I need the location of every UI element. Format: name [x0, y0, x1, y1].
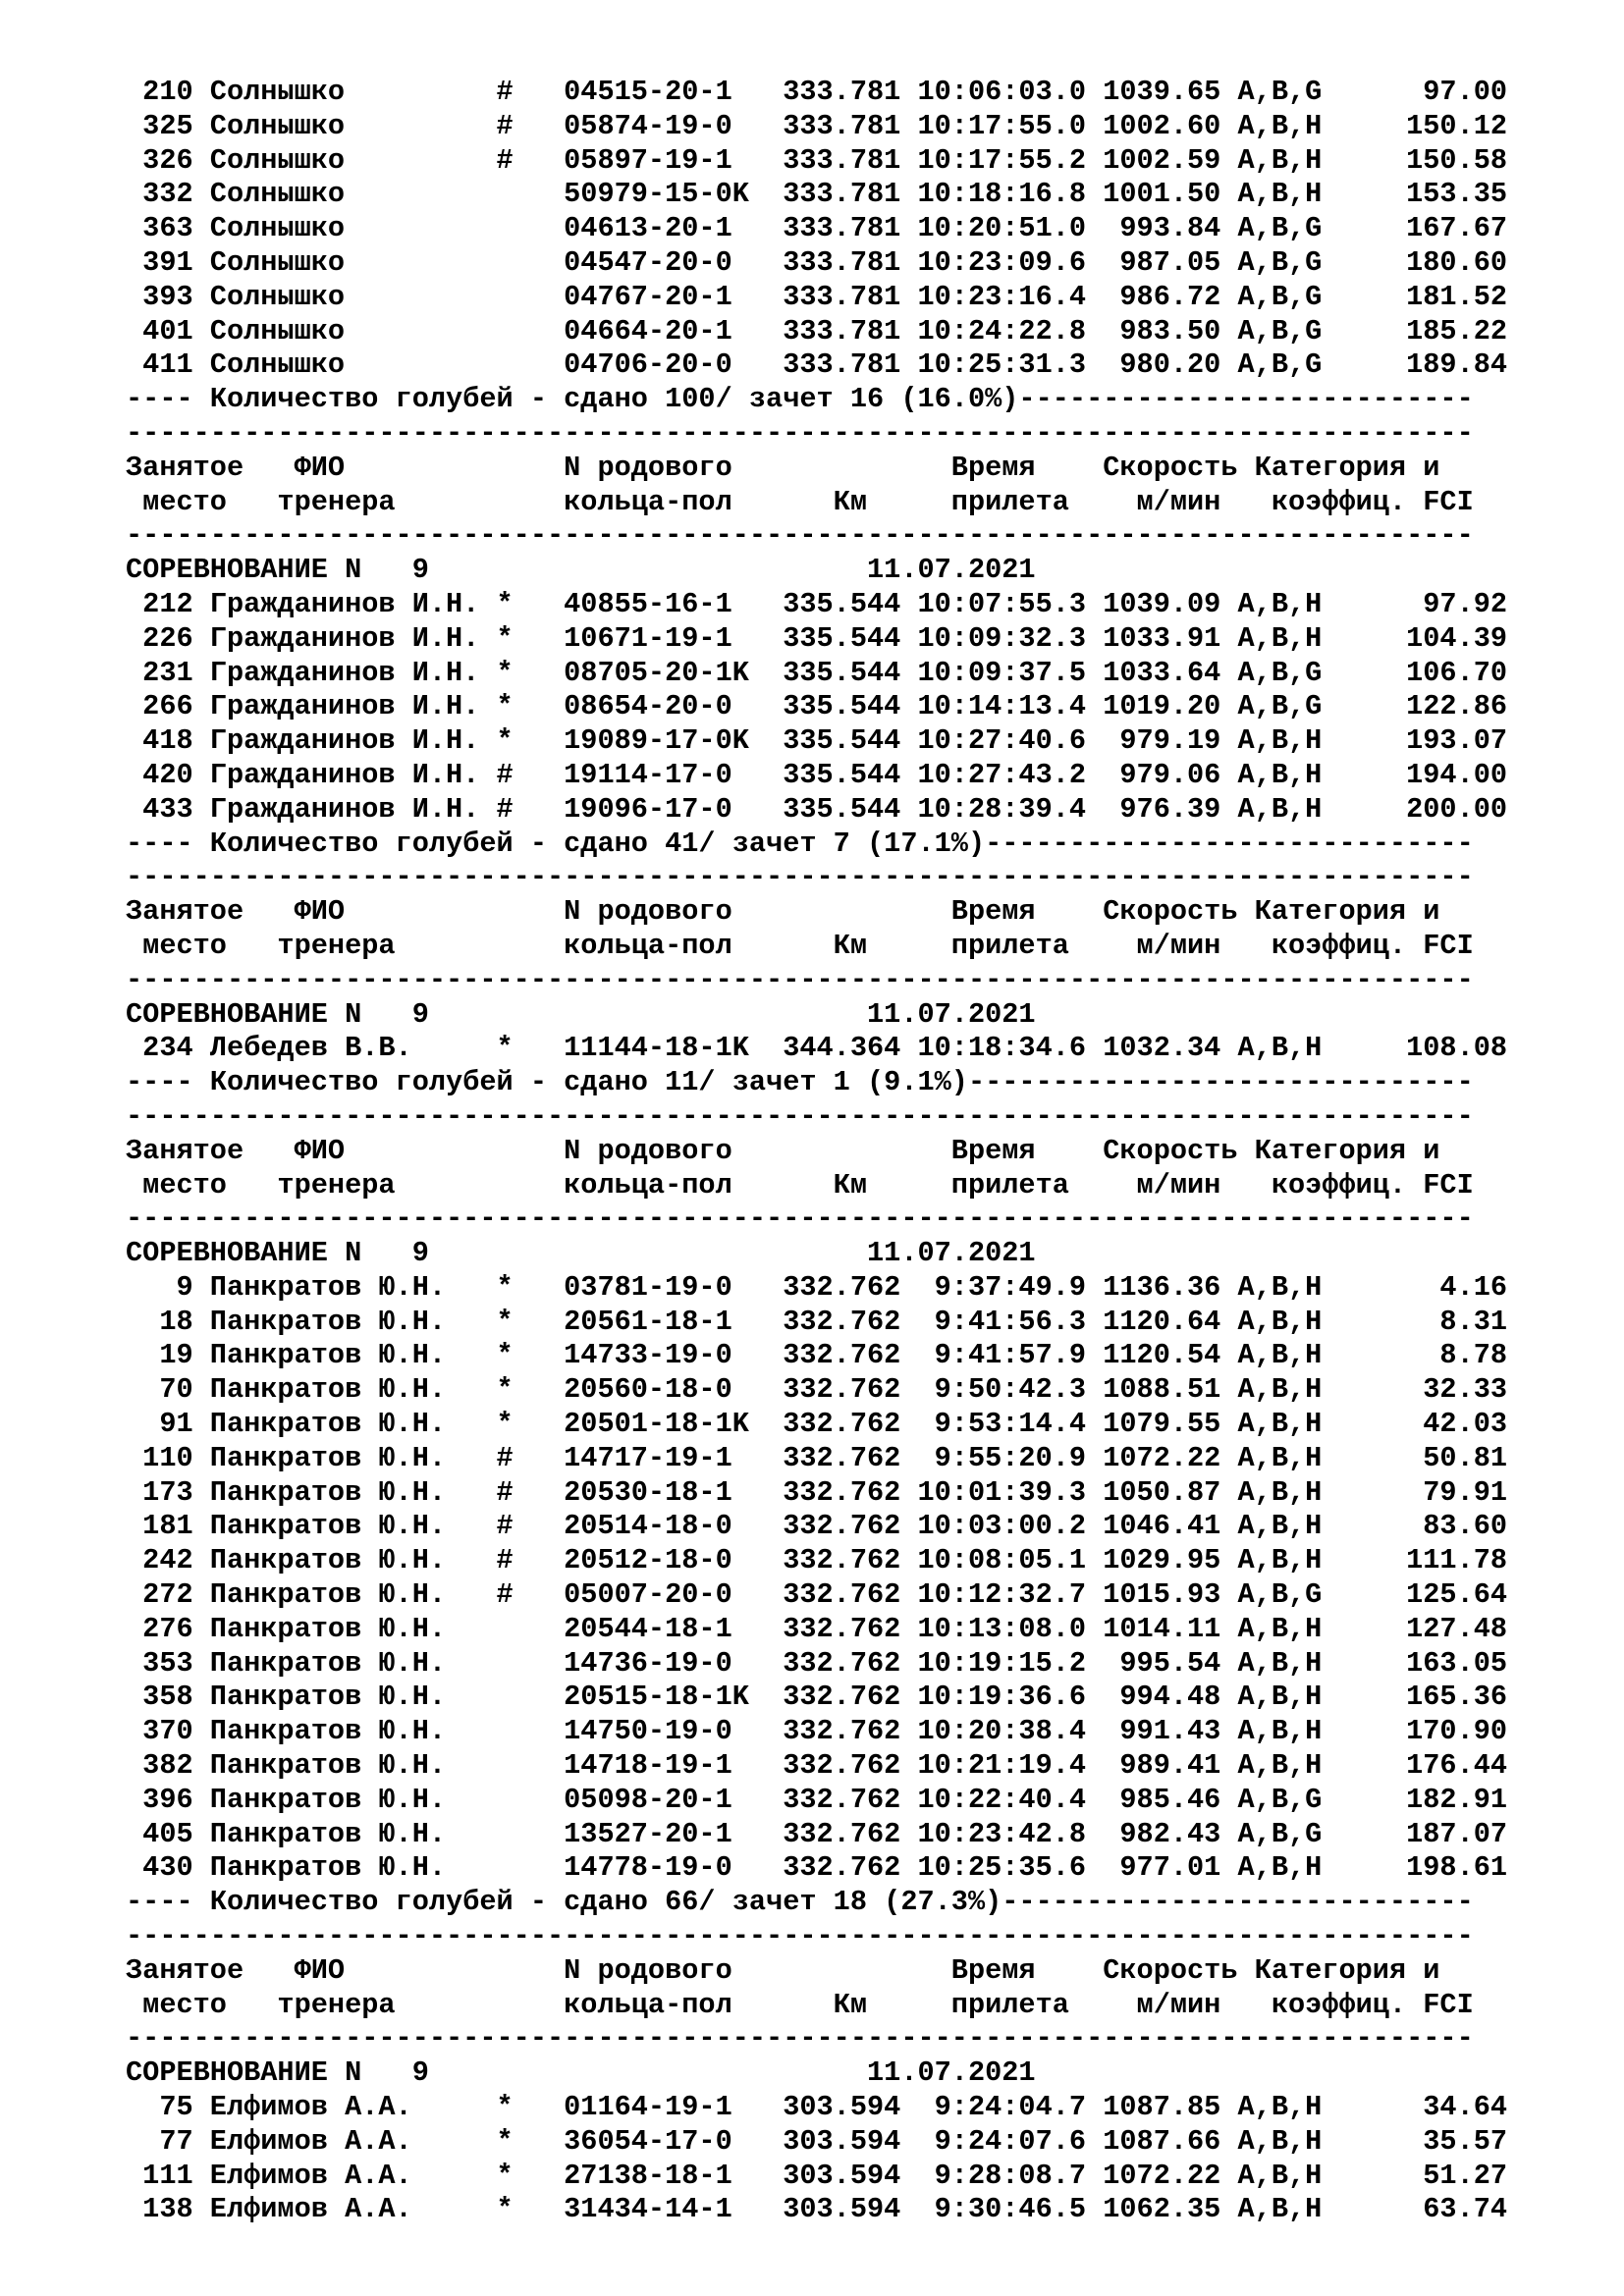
result-row: 75 Елфимов А.А. * 01164-19-1 303.594 9:24:04.7 1087.85 A,B,H 34.64: [126, 2091, 1508, 2124]
result-row: 18 Панкратов Ю.Н. * 20561-18-1 332.762 9:41:56.3 1120.64 A,B,H 8.31: [126, 1305, 1508, 1338]
pigeon-count-summary: ---- Количество голубей - сдано 41/ зачет 7 (17.1%)-----------------------------: [126, 827, 1474, 860]
result-row: 393 Солнышко 04767-20-1 333.781 10:23:16.4 986.72 A,B,G 181.52: [126, 280, 1508, 313]
result-row: 110 Панкратов Ю.Н. # 14717-19-1 332.762 9:55:20.9 1072.22 A,B,H 50.81: [126, 1441, 1508, 1474]
pigeon-count-summary: ---- Количество голубей - сдано 100/ зачет 16 (16.0%)---------------------------: [126, 383, 1474, 416]
result-row: 272 Панкратов Ю.Н. # 05007-20-0 332.762 10:12:32.7 1015.93 A,B,G 125.64: [126, 1578, 1508, 1612]
result-row: 9 Панкратов Ю.Н. * 03781-19-0 332.762 9:37:49.9 1136.36 A,B,H 4.16: [126, 1270, 1508, 1304]
competition-title: СОРЕВНОВАНИЕ N 9 11.07.2021: [126, 997, 1036, 1031]
pigeon-count-summary: ---- Количество голубей - сдано 66/ зачет 18 (27.3%)----------------------------: [126, 1886, 1474, 1919]
column-header-row: место тренера кольца-пол Км прилета м/мин коэффиц. FCI: [126, 1168, 1474, 1201]
result-row: 370 Панкратов Ю.Н. 14750-19-0 332.762 10:20:38.4 991.43 A,B,H 170.90: [126, 1715, 1508, 1748]
result-row: 353 Панкратов Ю.Н. 14736-19-0 332.762 10:19:15.2 995.54 A,B,H 163.05: [126, 1646, 1508, 1680]
result-row: 276 Панкратов Ю.Н. 20544-18-1 332.762 10:13:08.0 1014.11 A,B,H 127.48: [126, 1612, 1508, 1645]
competition-title: СОРЕВНОВАНИЕ N 9 11.07.2021: [126, 2056, 1036, 2090]
result-row: 226 Гражданинов И.Н. * 10671-19-1 335.544 10:09:32.3 1033.91 A,B,H 104.39: [126, 621, 1508, 655]
result-row: 111 Елфимов А.А. * 27138-18-1 303.594 9:28:08.7 1072.22 A,B,H 51.27: [126, 2159, 1508, 2192]
result-row: 181 Панкратов Ю.Н. # 20514-18-0 332.762 10:03:00.2 1046.41 A,B,H 83.60: [126, 1510, 1508, 1543]
result-row: 430 Панкратов Ю.Н. 14778-19-0 332.762 10:25:35.6 977.01 A,B,H 198.61: [126, 1851, 1508, 1885]
result-row: 266 Гражданинов И.Н. * 08654-20-0 335.544 10:14:13.4 1019.20 A,B,G 122.86: [126, 690, 1508, 723]
column-header-row: место тренера кольца-пол Км прилета м/мин коэффиц. FCI: [126, 485, 1474, 518]
result-row: 418 Гражданинов И.Н. * 19089-17-0K 335.544 10:27:40.6 979.19 A,B,H 193.07: [126, 724, 1508, 758]
divider-line: --------------------------------------------------------------------------------: [126, 861, 1474, 894]
result-row: 242 Панкратов Ю.Н. # 20512-18-0 332.762 10:08:05.1 1029.95 A,B,H 111.78: [126, 1544, 1508, 1577]
result-row: 401 Солнышко 04664-20-1 333.781 10:24:22.8 983.50 A,B,G 185.22: [126, 314, 1508, 347]
result-row: 231 Гражданинов И.Н. * 08705-20-1K 335.544 10:09:37.5 1033.64 A,B,G 106.70: [126, 656, 1508, 689]
divider-line: --------------------------------------------------------------------------------: [126, 1099, 1474, 1133]
result-row: 326 Солнышко # 05897-19-1 333.781 10:17:55.2 1002.59 A,B,H 150.58: [126, 143, 1508, 177]
result-row: 91 Панкратов Ю.Н. * 20501-18-1K 332.762 9:53:14.4 1079.55 A,B,H 42.03: [126, 1408, 1508, 1441]
divider-line: --------------------------------------------------------------------------------: [126, 1920, 1474, 1953]
result-row: 173 Панкратов Ю.Н. # 20530-18-1 332.762 10:01:39.3 1050.87 A,B,H 79.91: [126, 1475, 1508, 1509]
column-header-row: место тренера кольца-пол Км прилета м/мин коэффиц. FCI: [126, 929, 1474, 962]
result-row: 433 Гражданинов И.Н. # 19096-17-0 335.544 10:28:39.4 976.39 A,B,H 200.00: [126, 792, 1508, 826]
column-header-row: Занятое ФИО N родового Время Скорость Категория и: [126, 1134, 1440, 1167]
result-row: 19 Панкратов Ю.Н. * 14733-19-0 332.762 9:41:57.9 1120.54 A,B,H 8.78: [126, 1339, 1508, 1372]
result-row: 396 Панкратов Ю.Н. 05098-20-1 332.762 10:22:40.4 985.46 A,B,G 182.91: [126, 1783, 1508, 1816]
divider-line: --------------------------------------------------------------------------------: [126, 416, 1474, 450]
column-header-row: Занятое ФИО N родового Время Скорость Категория и: [126, 1953, 1440, 1987]
race-results-report: [126, 76, 1598, 2227]
result-row: 70 Панкратов Ю.Н. * 20560-18-0 332.762 9:50:42.3 1088.51 A,B,H 32.33: [126, 1373, 1508, 1407]
result-row: 420 Гражданинов И.Н. # 19114-17-0 335.544 10:27:43.2 979.06 A,B,H 194.00: [126, 758, 1508, 791]
result-row: 77 Елфимов А.А. * 36054-17-0 303.594 9:24:07.6 1087.66 A,B,H 35.57: [126, 2124, 1508, 2158]
divider-line: --------------------------------------------------------------------------------: [126, 2022, 1474, 2056]
result-row: 212 Гражданинов И.Н. * 40855-16-1 335.544 10:07:55.3 1039.09 A,B,H 97.92: [126, 587, 1508, 620]
competition-title: СОРЕВНОВАНИЕ N 9 11.07.2021: [126, 1237, 1036, 1270]
result-row: 382 Панкратов Ю.Н. 14718-19-1 332.762 10:21:19.4 989.41 A,B,H 176.44: [126, 1749, 1508, 1783]
pigeon-count-summary: ---- Количество голубей - сдано 11/ зачет 1 (9.1%)------------------------------: [126, 1066, 1474, 1099]
result-row: 138 Елфимов А.А. * 31434-14-1 303.594 9:30:46.5 1062.35 A,B,H 63.74: [126, 2193, 1508, 2226]
result-row: 234 Лебедев В.В. * 11144-18-1K 344.364 10:18:34.6 1032.34 A,B,H 108.08: [126, 1032, 1508, 1065]
column-header-row: место тренера кольца-пол Км прилета м/мин коэффиц. FCI: [126, 1988, 1474, 2021]
competition-title: СОРЕВНОВАНИЕ N 9 11.07.2021: [126, 554, 1036, 587]
divider-line: --------------------------------------------------------------------------------: [126, 519, 1474, 553]
result-row: 358 Панкратов Ю.Н. 20515-18-1K 332.762 10:19:36.6 994.48 A,B,H 165.36: [126, 1681, 1508, 1714]
result-row: 411 Солнышко 04706-20-0 333.781 10:25:31.3 980.20 A,B,G 189.84: [126, 348, 1508, 382]
divider-line: --------------------------------------------------------------------------------: [126, 963, 1474, 996]
divider-line: --------------------------------------------------------------------------------: [126, 1202, 1474, 1236]
result-row: 325 Солнышко # 05874-19-0 333.781 10:17:55.0 1002.60 A,B,H 150.12: [126, 109, 1508, 142]
result-row: 391 Солнышко 04547-20-0 333.781 10:23:09.6 987.05 A,B,G 180.60: [126, 245, 1508, 279]
column-header-row: Занятое ФИО N родового Время Скорость Категория и: [126, 895, 1440, 929]
result-row: 363 Солнышко 04613-20-1 333.781 10:20:51.0 993.84 A,B,G 167.67: [126, 212, 1508, 245]
result-row: 210 Солнышко # 04515-20-1 333.781 10:06:03.0 1039.65 A,B,G 97.00: [126, 76, 1508, 108]
column-header-row: Занятое ФИО N родового Время Скорость Категория и: [126, 451, 1440, 484]
result-row: 332 Солнышко 50979-15-0K 333.781 10:18:16.8 1001.50 A,B,H 153.35: [126, 178, 1508, 211]
result-row: 405 Панкратов Ю.Н. 13527-20-1 332.762 10:23:42.8 982.43 A,B,G 187.07: [126, 1817, 1508, 1850]
